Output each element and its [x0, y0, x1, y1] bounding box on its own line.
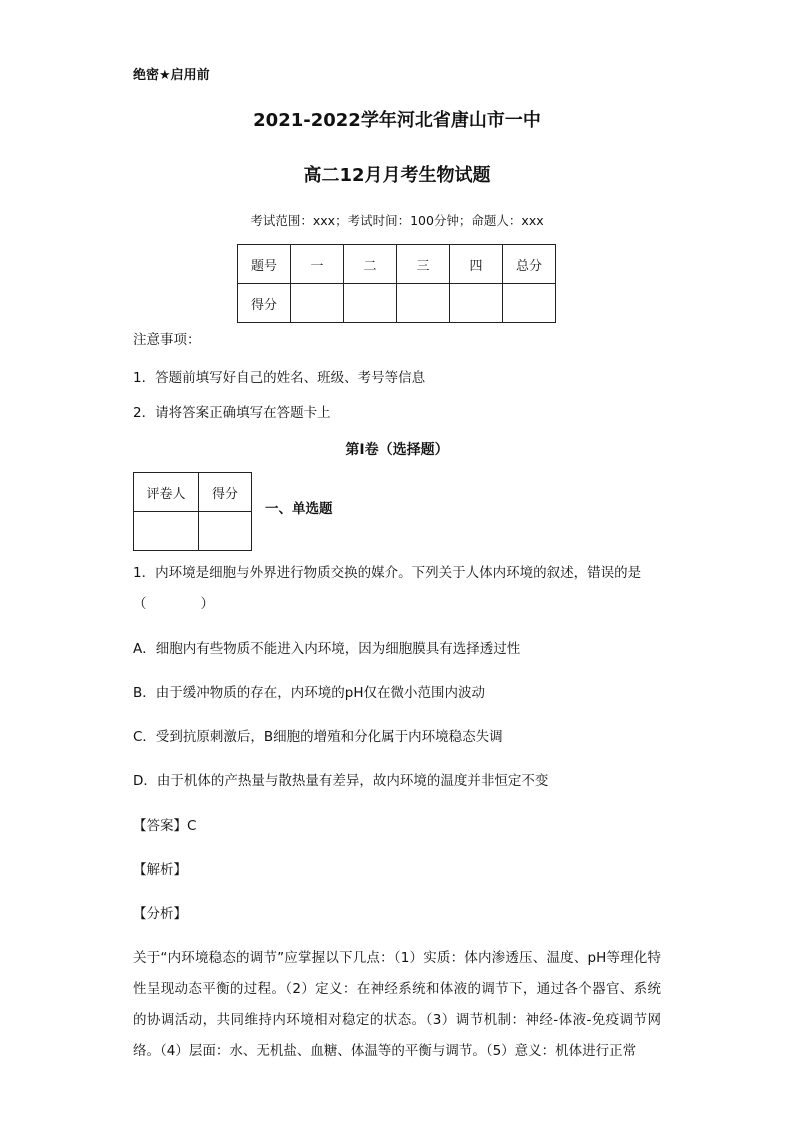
analysis-sub-label: 【分析】: [133, 906, 187, 922]
score-cell: [291, 284, 344, 323]
score-header-cell: 总分: [503, 245, 556, 284]
notes-title: 注意事项：: [133, 332, 201, 348]
score-header-cell: 四: [450, 245, 503, 284]
score-table: [237, 244, 556, 323]
grader-table: [133, 472, 252, 551]
score-cell: [344, 284, 397, 323]
grader-header-cell: 得分: [199, 473, 252, 512]
exam-info: 考试范围：xxx；考试时间：100分钟；命题人：xxx: [250, 213, 544, 228]
exam-subtitle: 高二12月月考生物试题: [303, 165, 491, 186]
grader-header-cell: 评卷人: [134, 473, 199, 512]
section-heading: 一、单选题: [265, 501, 333, 517]
option-a: A．细胞内有些物质不能进入内环境，因为细胞膜具有选择透过性: [133, 641, 521, 657]
answer-label: 【答案】C: [133, 818, 197, 834]
grader-blank-row: [134, 512, 252, 551]
score-cell: [450, 284, 503, 323]
option-c: C．受到抗原刺激后，B细胞的增殖和分化属于内环境稳态失调: [133, 729, 503, 745]
score-cell: [503, 284, 556, 323]
grader-blank-cell: [199, 512, 252, 551]
score-row-label: 得分: [238, 284, 291, 323]
score-cell: [397, 284, 450, 323]
score-header-cell: 一: [291, 245, 344, 284]
option-b: B．由于缓冲物质的存在，内环境的pH仅在微小范围内波动: [133, 685, 485, 701]
score-table-header-row: [238, 245, 556, 284]
note-item: 2．请将答案正确填写在答题卡上: [133, 405, 331, 421]
exam-title: 2021-2022学年河北省唐山市一中: [253, 110, 541, 131]
option-d: D．由于机体的产热量与散热量有差异，故内环境的温度并非恒定不变: [133, 773, 549, 789]
question-stem: 1．内环境是细胞与外界进行物质交换的媒介。下列关于人体内环境的叙述，错误的是: [133, 565, 642, 581]
score-header-cell: 题号: [238, 245, 291, 284]
score-header-cell: 三: [397, 245, 450, 284]
note-item: 1．答题前填写好自己的姓名、班级、考号等信息: [133, 370, 426, 386]
answer-blank: （ ）: [133, 596, 214, 612]
section-title: 第I卷（选择题）: [345, 442, 449, 458]
confidential-label: 绝密★启用前: [133, 68, 210, 83]
score-table-score-row: [238, 284, 556, 323]
grader-blank-cell: [134, 512, 199, 551]
analysis-label: 【解析】: [133, 862, 187, 878]
explanation-paragraph: 关于“内环境稳态的调节”应掌握以下几点：（1）实质：体内渗透压、温度、pH等理化特性呈现动态平衡的过程。（2）定义：在神经系统和体液的调节下，通过各个器官、系统的协调活动，共同维持内环境相对稳定的状态。（3）调节机制：神经-体液-免疫调节网络。（4）层面：水、无机盐、血糖、体温等的平衡与调节。（5）意义：机体进行正常: [133, 950, 661, 1059]
grader-header-row: [134, 473, 252, 512]
score-header-cell: 二: [344, 245, 397, 284]
